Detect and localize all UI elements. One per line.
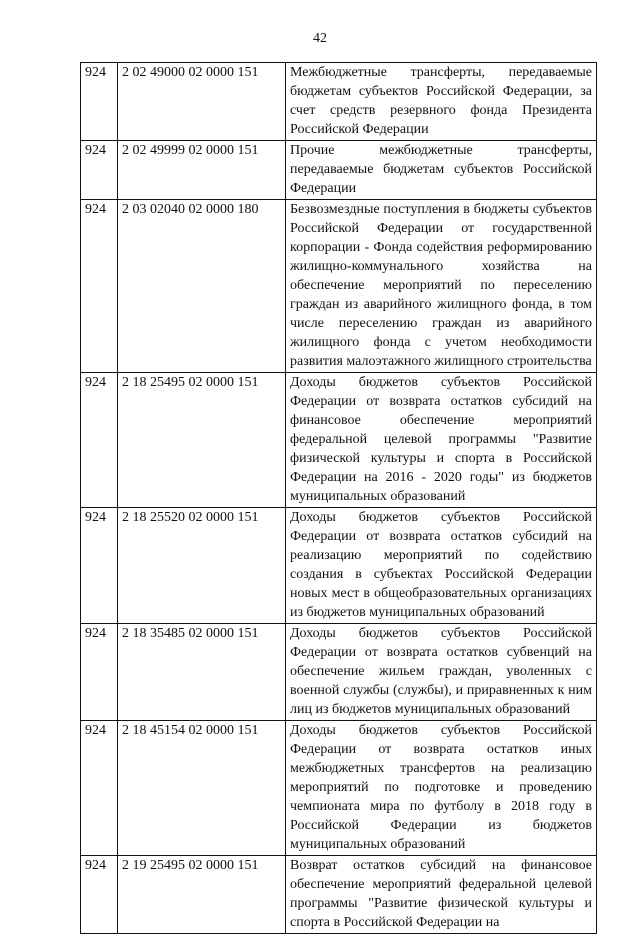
income-code-cell: 2 18 45154 02 0000 151: [118, 721, 286, 856]
income-code-cell: 2 18 35485 02 0000 151: [118, 624, 286, 721]
income-name-cell: Прочие межбюджетные трансферты, передаваемые бюджетам субъектов Российской Федерации: [286, 141, 597, 200]
income-name-cell: Безвозмездные поступления в бюджеты субъектов Российской Федерации от государственной корпорации - Фонда содействия реформированию жилищно-коммунального хозяйства на обеспечение мероприятий по переселению граждан из аварийного жилищного фонда, в том числе переселению граждан из аварийного жилищного фонда с учетом необходимости развития малоэтажного жилищного строительства: [286, 200, 597, 373]
income-code-cell: 2 19 25495 02 0000 151: [118, 856, 286, 934]
income-name-cell: Межбюджетные трансферты, передаваемые бюджетам субъектов Российской Федерации, за счет средств резервного фонда Президента Российской Федерации: [286, 63, 597, 141]
admin-code-cell: 924: [81, 624, 118, 721]
income-name-cell: Доходы бюджетов субъектов Российской Федерации от возврата остатков субсидий на финансовое обеспечение мероприятий федеральной целевой программы "Развитие физической культуры и спорта в Российской Федерации на 2016 - 2020 годы" из бюджетов муниципальных образований: [286, 373, 597, 508]
admin-code-cell: 924: [81, 856, 118, 934]
table-row: [81, 721, 597, 856]
table-row: [81, 856, 597, 934]
table-row: [81, 508, 597, 624]
income-name-cell: Доходы бюджетов субъектов Российской Федерации от возврата остатков иных межбюджетных трансфертов на реализацию мероприятий по подготовке и проведению чемпионата мира по футболу в 2018 году в Российской Федерации из бюджетов муниципальных образований: [286, 721, 597, 856]
budget-codes-table: [80, 62, 597, 934]
admin-code-cell: 924: [81, 63, 118, 141]
admin-code-cell: 924: [81, 200, 118, 373]
income-code-cell: 2 18 25495 02 0000 151: [118, 373, 286, 508]
table-row: [81, 63, 597, 141]
admin-code-cell: 924: [81, 508, 118, 624]
table-row: [81, 200, 597, 373]
table-row: [81, 624, 597, 721]
admin-code-cell: 924: [81, 373, 118, 508]
admin-code-cell: 924: [81, 721, 118, 856]
income-name-cell: Доходы бюджетов субъектов Российской Федерации от возврата остатков субсидий на реализацию мероприятий по содействию создания в субъектах Российской Федерации новых мест в общеобразовательных организациях из бюджетов муниципальных образований: [286, 508, 597, 624]
admin-code-cell: 924: [81, 141, 118, 200]
income-code-cell: 2 03 02040 02 0000 180: [118, 200, 286, 373]
income-code-cell: 2 02 49999 02 0000 151: [118, 141, 286, 200]
income-name-cell: Доходы бюджетов субъектов Российской Федерации от возврата остатков субвенций на обеспечение жильем граждан, уволенных с военной службы (службы), и приравненных к ним лиц из бюджетов муниципальных образований: [286, 624, 597, 721]
table-row: [81, 373, 597, 508]
income-code-cell: 2 18 25520 02 0000 151: [118, 508, 286, 624]
page-number: 42: [313, 31, 327, 46]
table-row: [81, 141, 597, 200]
income-name-cell: Возврат остатков субсидий на финансовое обеспечение мероприятий федеральной целевой программы "Развитие физической культуры и спорта в Российской Федерации на: [286, 856, 597, 934]
income-code-cell: 2 02 49000 02 0000 151: [118, 63, 286, 141]
